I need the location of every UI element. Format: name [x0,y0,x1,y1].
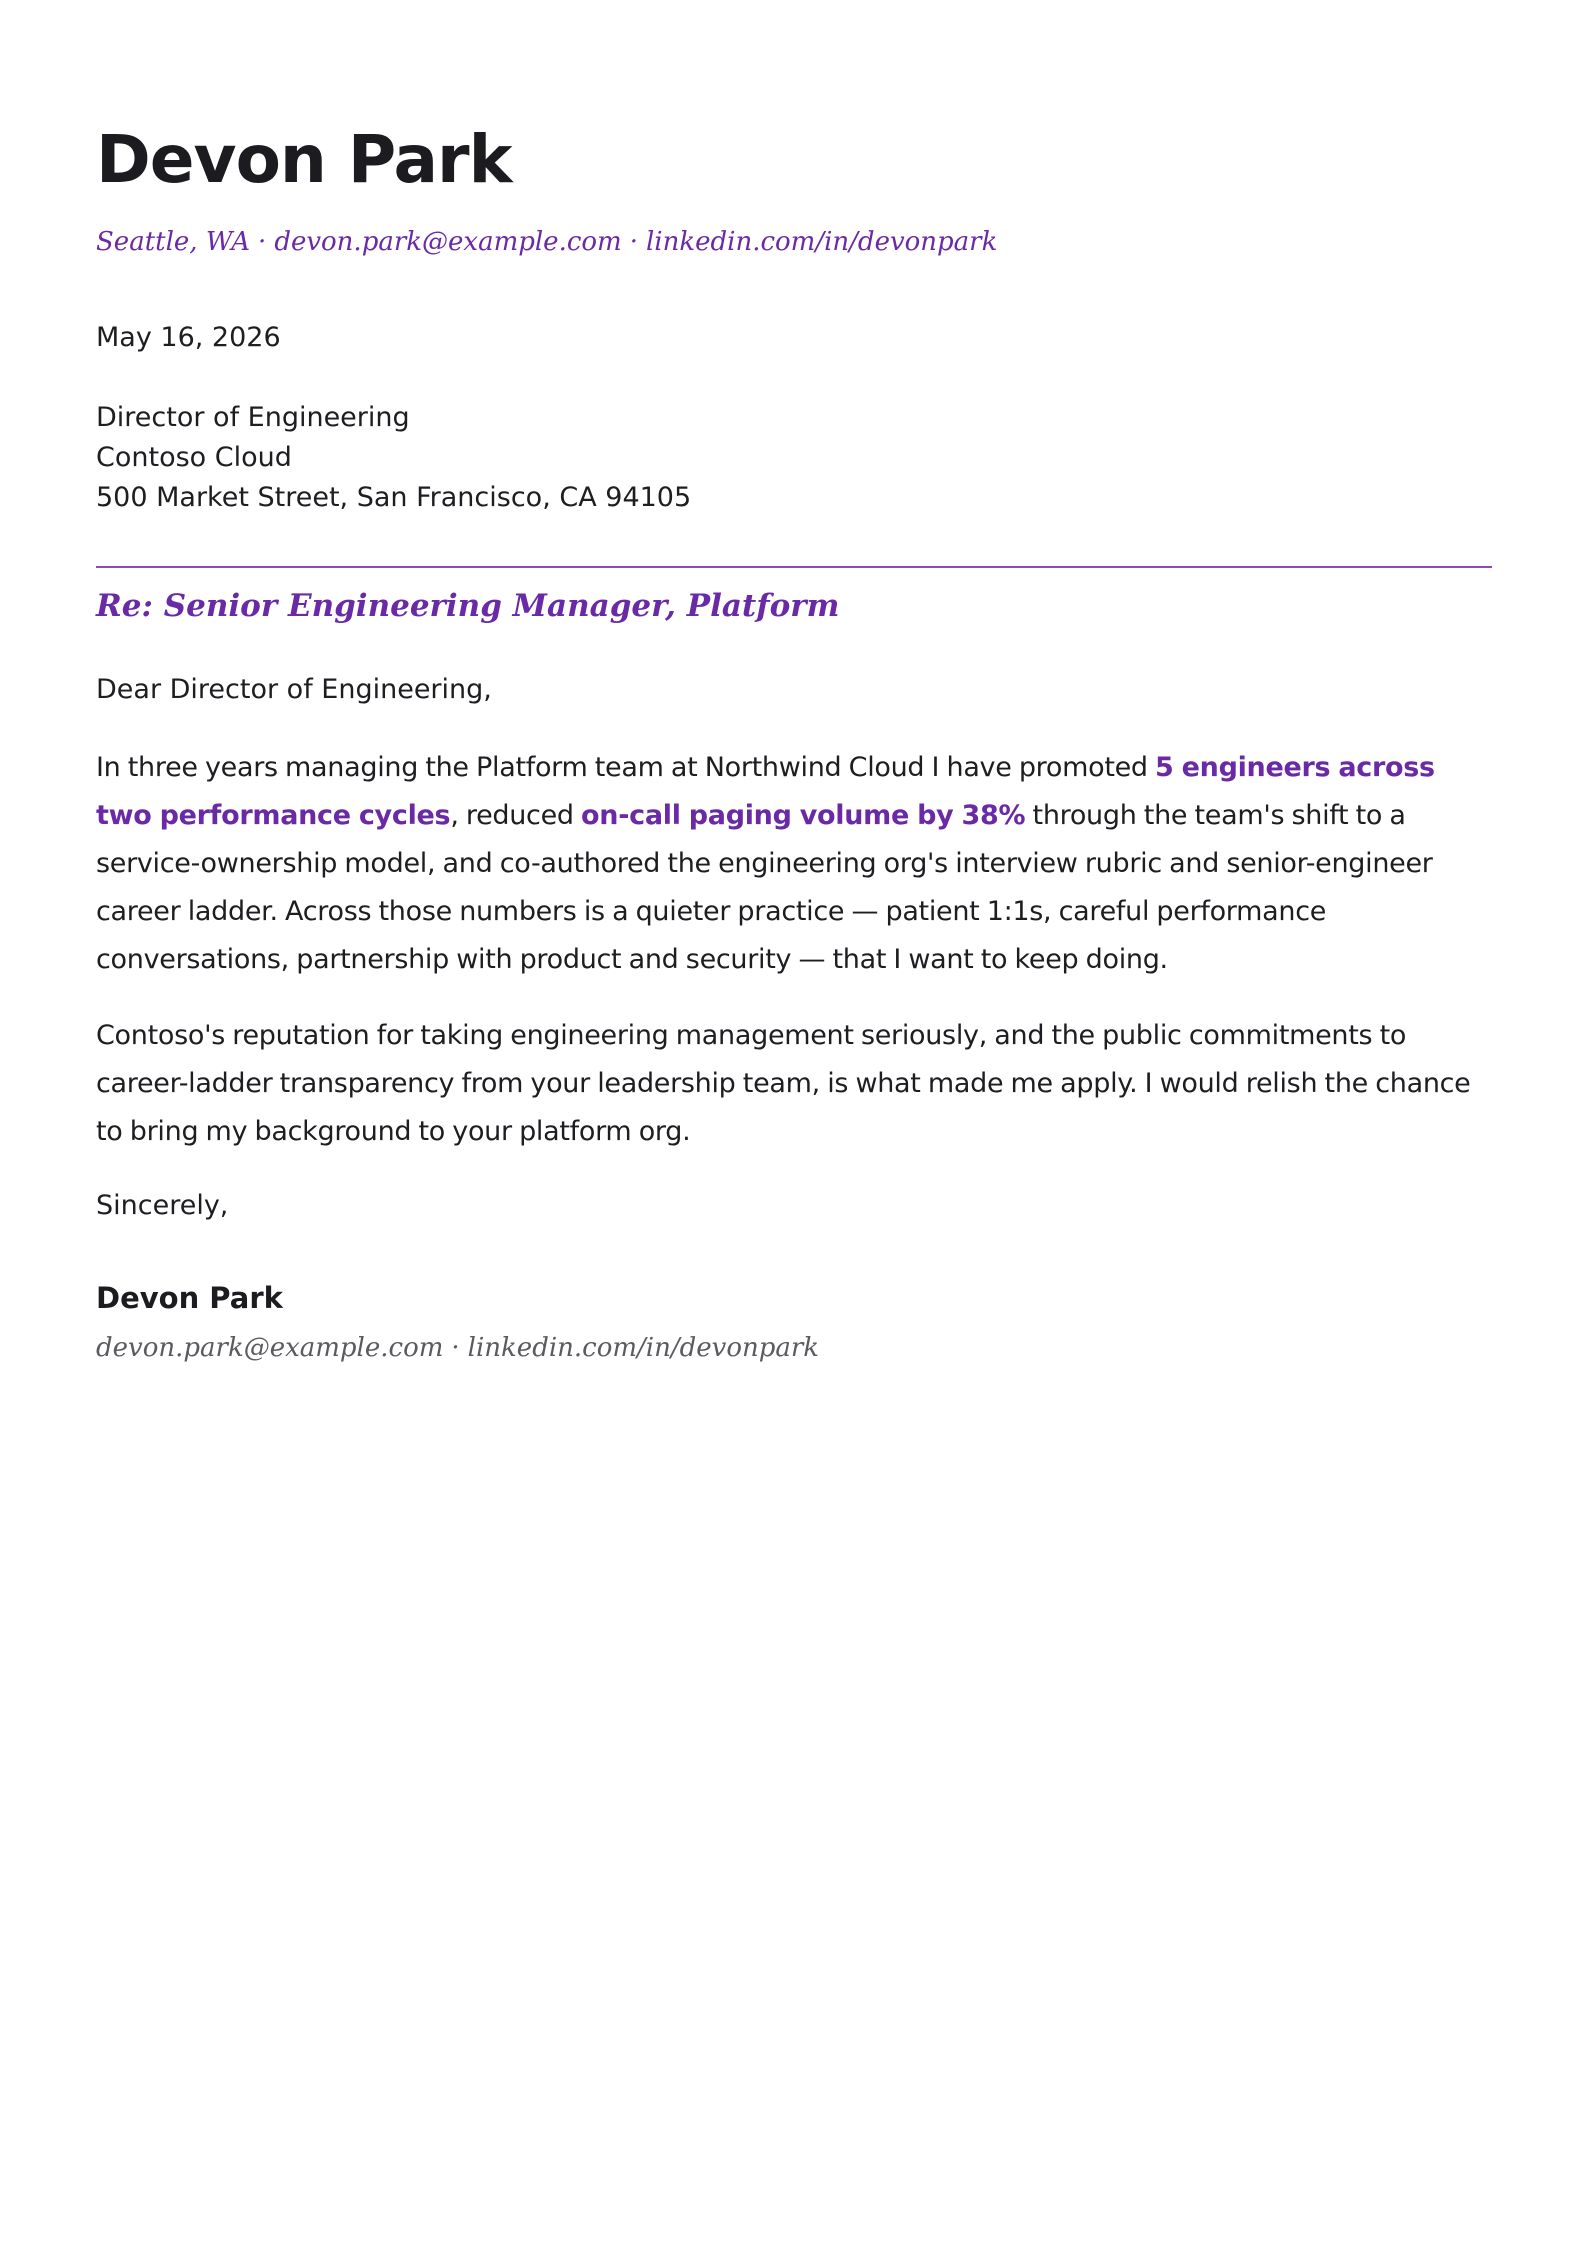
recipient-block [96,398,1492,518]
body-text: through the team's shift to a service-ownership model, and co-authored the engineering org's interview rubric and senior-engineer career ladder. Across those numbers is a quieter practice — patient 1:1s, careful performance conversations, partnership with product and security — that I want to keep doing. [96,800,1433,975]
divider [96,566,1492,568]
body-text: In three years managing the Platform team at Northwind Cloud I have promoted [96,752,1156,783]
recipient-address: 500 Market Street, San Francisco, CA 94105 [96,482,692,513]
linkedin-link[interactable]: linkedin.com/in/devonpark [645,227,998,257]
email-link[interactable]: devon.park@example.com [274,227,622,257]
signature-name: Devon Park [96,1281,283,1315]
signature-contact-line [96,1330,1492,1366]
letter-date: May 16, 2026 [96,322,281,353]
applicant-name: Devon Park [96,121,512,198]
separator: · [451,1333,460,1363]
body-text: , reduced [450,800,582,831]
highlight-promotions: 5 engineers across two performance cycles [96,752,1435,831]
body-paragraph-2: Contoso's reputation for taking engineering management seriously, and the public commitments to career-ladder transparency from your leadership team, is what made me apply. I would relish the chance to bring my background to your platform org. [96,1020,1471,1147]
signature-email-link[interactable]: devon.park@example.com [96,1333,444,1363]
contact-line [96,224,1492,260]
highlight-paging-reduction: on-call paging volume by 38% [581,800,1026,831]
separator: · [258,227,267,257]
salutation: Dear Director of Engineering, [96,674,492,705]
location-text: Seattle, WA [96,227,251,257]
signature-linkedin-link[interactable]: linkedin.com/in/devonpark [467,1333,820,1363]
body-paragraph-1 [96,744,1492,984]
recipient-title: Director of Engineering [96,402,410,433]
separator: · [629,227,638,257]
subject-line: Re: Senior Engineering Manager, Platform [96,588,840,624]
recipient-company: Contoso Cloud [96,442,292,473]
closing: Sincerely, [96,1190,229,1221]
